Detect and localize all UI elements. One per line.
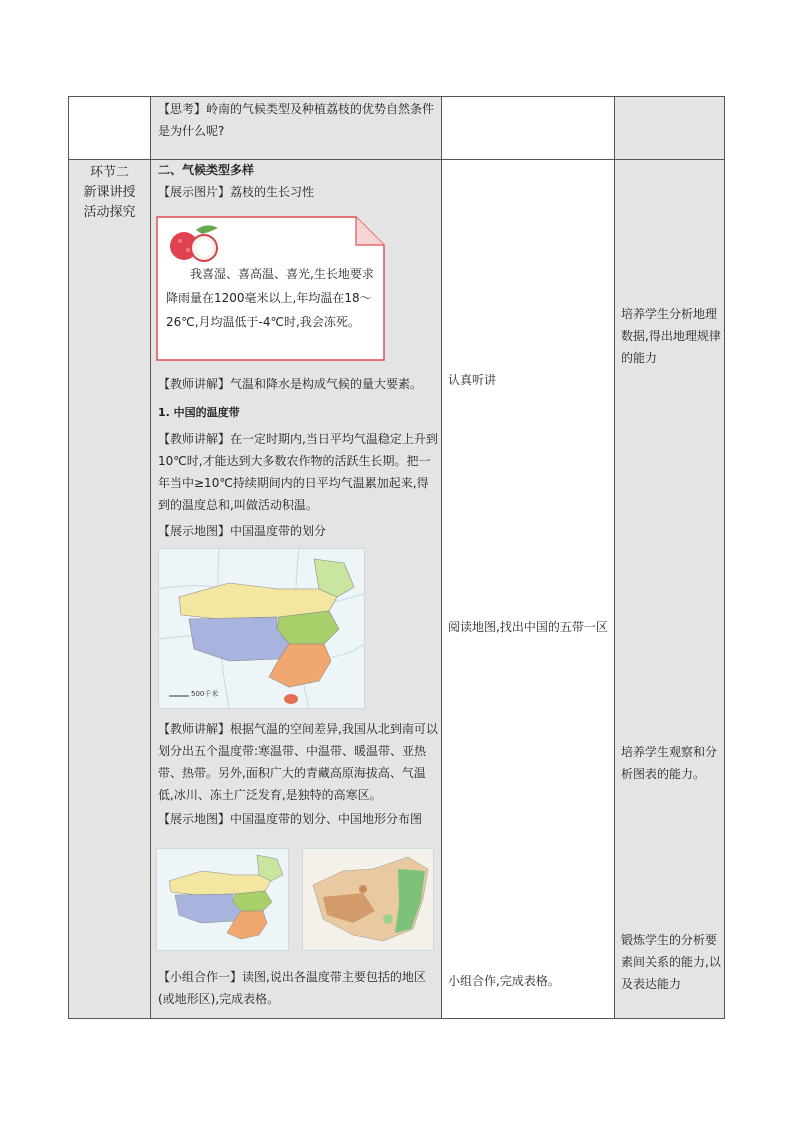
teacher-explain-2: 【教师讲解】在一定时期内,当日平均气温稳定上升到10℃时,才能达到大多数农作物的活跃生长期。把一年当中≥10℃持续期间内的日平均气温累加起来,得到的温度总和,叫做活动积温。 — [158, 432, 438, 512]
student-activity-2: 阅读地图,找出中国的五带一区 — [448, 620, 608, 634]
section-title: 二、气候类型多样 — [158, 163, 255, 177]
group-activity-1: 【小组合作一】读图,说出各温度带主要包括的地区(或地形区),完成表格。 — [158, 970, 426, 1006]
teacher-explain-3: 【教师讲解】根据气温的空间差异,我国从北到南可以划分出五个温度带:寒温带、中温带、暖温带、亚热带、热带。另外,面积广大的青藏高原海拔高、气温低,冰川、冻土广泛发育,是独特的高寒区。 — [158, 722, 438, 802]
temperature-zone-map — [158, 548, 365, 709]
lesson-table — [68, 96, 725, 1019]
stage-line-2: 新课讲授 — [83, 185, 136, 200]
student-activity-1: 认真听讲 — [448, 373, 497, 387]
terrain-map — [302, 848, 434, 951]
stage-line-3: 活动探究 — [83, 205, 136, 220]
map-scale-label: 500千米 — [191, 690, 219, 698]
stage-line-1: 环节二 — [89, 165, 129, 180]
lychee-note-text: 我喜湿、喜高温、喜光,生长地要求降雨量在1200毫米以上,年均温在18～26℃,月均温低于-4℃时,我会冻死。 — [166, 267, 374, 329]
col-divider — [441, 97, 442, 1018]
teacher-explain-1: 【教师讲解】气温和降水是构成气候的量大要素。 — [158, 377, 423, 391]
student-activity-3: 小组合作,完成表格。 — [448, 974, 560, 988]
temperature-zone-heading: 1. 中国的温度带 — [158, 406, 240, 419]
design-purpose-1: 培养学生分析地理数据,得出地理规律的能力 — [621, 307, 721, 365]
show-picture-label: 【展示图片】荔枝的生长习性 — [158, 185, 315, 199]
design-purpose-2: 培养学生观察和分析图表的能力。 — [621, 745, 718, 781]
lychee-note — [156, 216, 385, 361]
col-divider — [614, 97, 615, 1018]
show-map-label-1: 【展示地图】中国温度带的划分 — [158, 524, 327, 538]
design-purpose-3: 锻炼学生的分析要素间关系的能力,以及表达能力 — [621, 933, 721, 991]
stage-column-bg — [69, 160, 150, 1018]
think-question: 【思考】岭南的气候类型及种植荔枝的优势自然条件是为什么呢? — [158, 102, 435, 138]
purpose-column-bg — [614, 97, 724, 1018]
stage-label — [69, 163, 150, 223]
temperature-zone-map-small — [156, 848, 289, 951]
show-map-label-2: 【展示地图】中国温度带的划分、中国地形分布图 — [158, 812, 423, 826]
col-divider — [150, 97, 151, 1018]
